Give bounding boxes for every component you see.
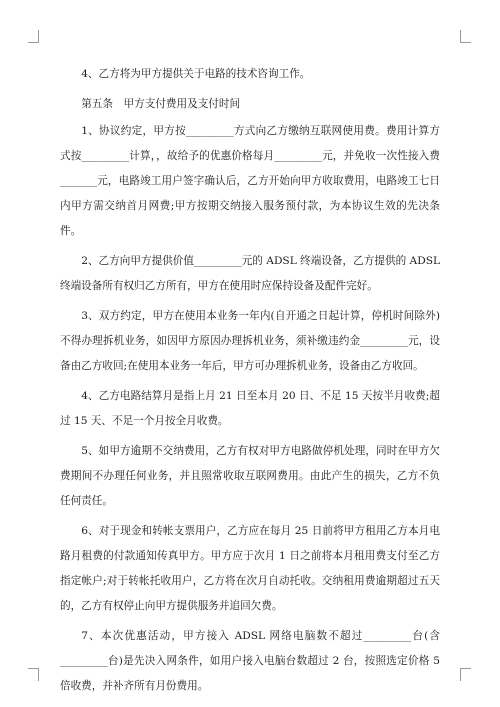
crop-mark-bottom-right [460,668,471,681]
paragraph-billing-month: 4、乙方电路结算月是指上月 21 日至本月 20 日、不足 15 天按半月收费;超过 15 天、不足一个月按全月收费。 [60,390,440,427]
crop-mark-top-left [28,30,39,43]
document-body [60,62,440,704]
paragraph-dismantle-terms: 3、双方约定，甲方在使用本业务一年内(自开通之日起计算，停机时间除外)不得办理拆机业务，如因甲方原因办理拆机业务，须补缴违约金_________元，设备由乙方收回;在使用本业务一年后，甲方可办理拆机业务，设备由乙方收回。 [60,310,440,372]
paragraph-clause-4-consulting: 4、乙方将为甲方提供关于电路的技术咨询工作。 [81,68,311,80]
paragraph-overdue-payment: 5、如甲方逾期不交纳费用，乙方有权对甲方电路做停机处理，同时在甲方欠费期间不办理任何业务，并且照常收取互联网费用。由此产生的损失，乙方不负任何责任。 [60,445,440,507]
article-5-heading: 第五条 甲方支付费用及支付时间 [81,98,241,110]
crop-mark-bottom-left [28,668,39,681]
crop-mark-top-right [460,30,471,43]
paragraph-cash-transfer-users: 6、对于现金和转帐支票用户，乙方应在每月 25 日前将甲方租用乙方本月电路月租费的付款通知传真甲方。甲方应于次月 1 日之前将本月租用费支付至乙方指定帐户;对于转帐托收用户，乙方将在次月自动托收。交纳租用费逾期超过五天的，乙方有权停止向甲方提供服务并追回欠费。 [60,525,440,612]
paragraph-payment-method: 1、协议约定，甲方按_________方式向乙方缴纳互联网使用费。费用计算方式按_________计算，，故给予的优惠价格每月_________元，并免收一次性接入费_______元，电路竣工用户签字确认后，乙方开始向甲方收取费用，电路竣工七日内甲方需交纳首月网费;甲方按期交纳接入服务预付款，为本协议生效的先决条件。 [60,125,440,237]
paragraph-adsl-equipment: 2、乙方向甲方提供价值_________元的 ADSL 终端设备，乙方提供的 ADSL 终端设备所有权归乙方所有，甲方在使用时应保持设备及配件完好。 [60,255,440,292]
paragraph-promotion-terms: 7、本次优惠活动，甲方接入 ADSL 网络电脑数不超过_________台(含_________台)是先决入网条件，如用户接入电脑台数超过 2 台，按照选定价格 5 倍收费，并补齐所有月份费用。 [60,630,440,692]
